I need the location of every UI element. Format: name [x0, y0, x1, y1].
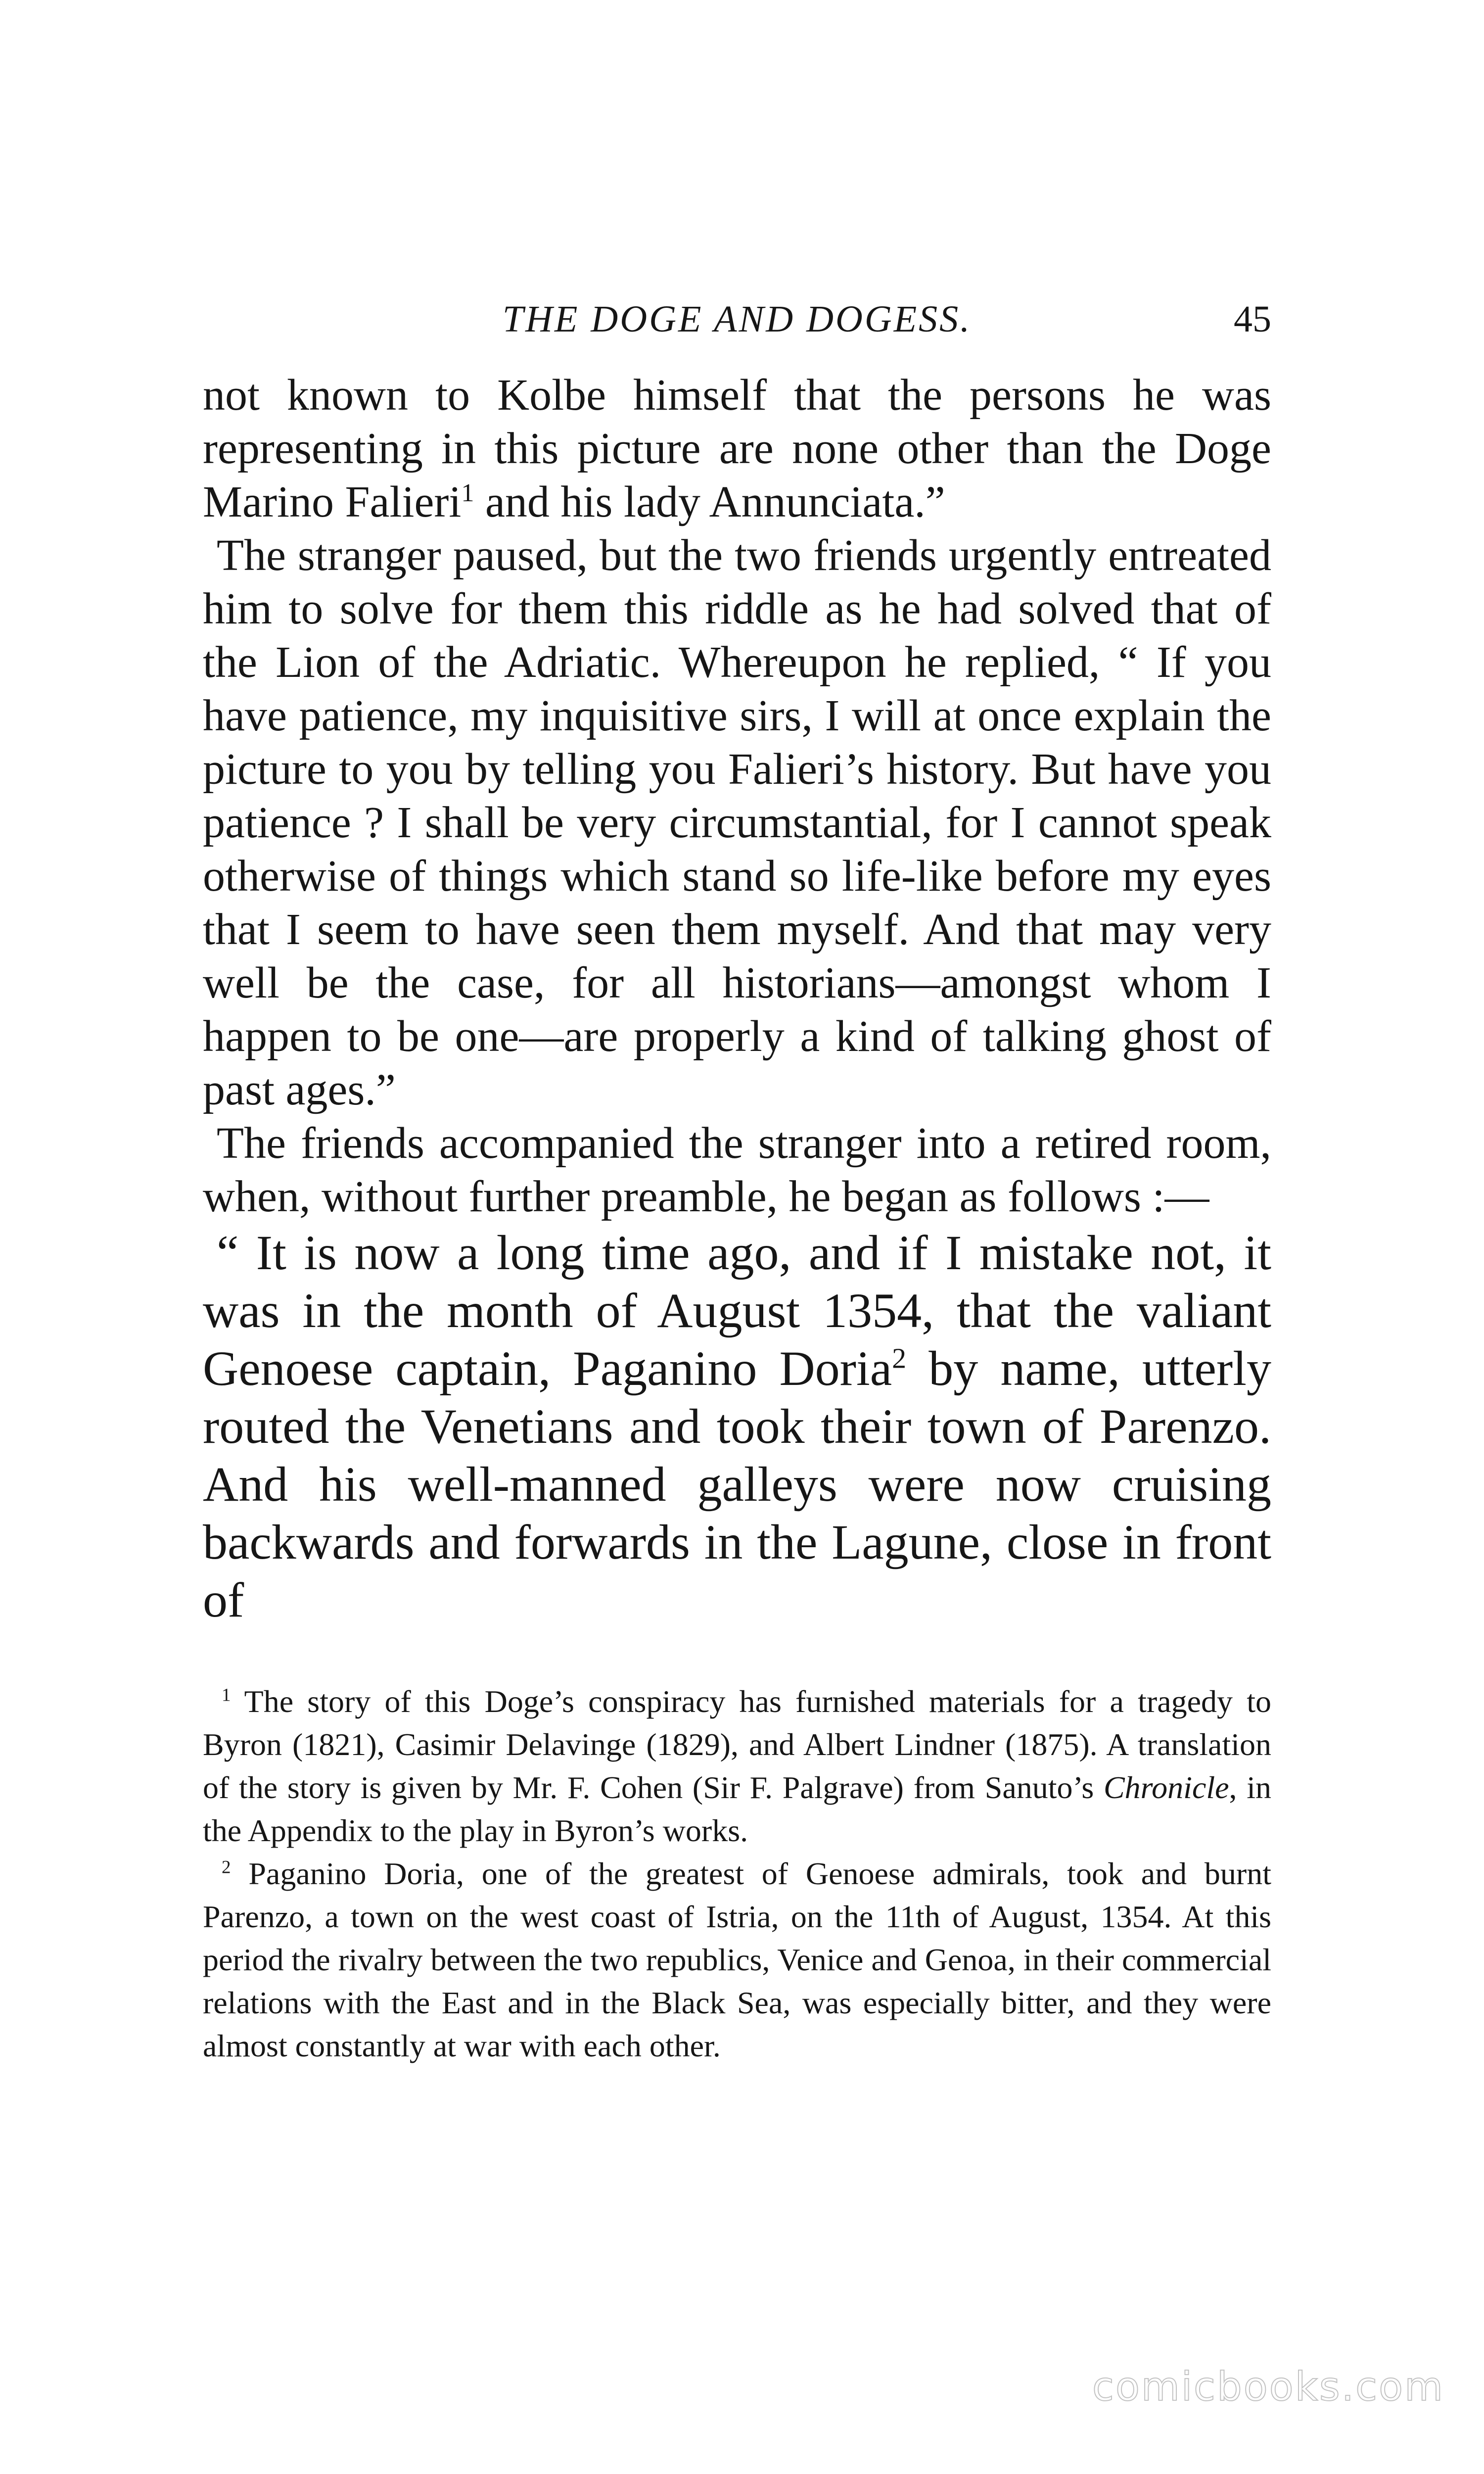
footnote-1-mark: 1 [222, 1685, 231, 1706]
footnote-1-text-a: The story of this Doge’s conspiracy has furnished materials for a tragedy to Byron (1821), Casimir Delavinge (1829), and Albert Lindner (1875). A translation of the story is given by Mr. F. Cohen (Sir F. Palgrave) from Sanuto’s [203, 1684, 1271, 1805]
paragraph-4 [203, 1224, 1271, 1629]
running-head [203, 292, 1271, 346]
watermark: comicbooks.com [1092, 2364, 1444, 2410]
paragraph-4-tail: by name, utterly routed the Venetians and took their town of Parenzo. And his well-manned galleys were now cruising backwards and forwards in the Lagune, close in front of [203, 1341, 1271, 1627]
footnote-1 [203, 1680, 1271, 1852]
footnote-2-text: Paganino Doria, one of the greatest of Genoese admirals, took and burnt Parenzo, a town on the west coast of Istria, on the 11th of August, 1354. At this period the rivalry between the two republics, Venice and Genoa, in their commercial relations with the East and in the Black Sea, was especially bitter, and they were almost constantly at war with each other. [203, 1856, 1271, 2063]
paragraph-3: The friends accompanied the stranger into a retired room, when, without further preamble, he began as follows :— [203, 1119, 1271, 1221]
footnote-1-text-b: , in the Appendix to the play in Byron’s works. [203, 1770, 1272, 1848]
footnote-ref-2: 2 [892, 1342, 907, 1375]
paragraph-1-tail: and his lady Annunciata.” [474, 477, 945, 526]
paragraph-2: The stranger paused, but the two friends urgently entreated him to solve for them this riddle as he had solved that of the Lion of the Adriatic. Whereupon he replied, “ If you have patience, my inquisitive sirs, I will at once explain the picture to you by telling you Falieri’s history. But have you patience ? I shall be very circumstantial, for I cannot speak otherwise of things which stand so life-like before my eyes that I seem to have seen them myself. And that may very well be the case, for all historians—amongst whom I happen to be one—are properly a kind of talking ghost of past ages.” [203, 531, 1271, 1114]
footnotes [203, 1680, 1271, 2067]
page-number: 45 [1234, 298, 1271, 340]
paragraph-4-text: “ It is now a long time ago, and if I mistake not, it was in the month of August 1354, that the valiant Genoese captain, Paganino Doria [203, 1225, 1271, 1396]
paragraph-1 [203, 369, 1271, 529]
footnote-2 [203, 1852, 1271, 2067]
footnote-2-mark: 2 [222, 1857, 231, 1878]
body-text [203, 369, 1271, 1629]
footnote-ref-1: 1 [461, 478, 474, 507]
running-title: THE DOGE AND DOGESS. [502, 298, 972, 340]
paragraph-1-text: not known to Kolbe himself that the persons he was representing in this picture are none other than the Doge Marino Falieri [203, 371, 1271, 526]
footnote-1-title: Chronicle [1103, 1770, 1229, 1805]
